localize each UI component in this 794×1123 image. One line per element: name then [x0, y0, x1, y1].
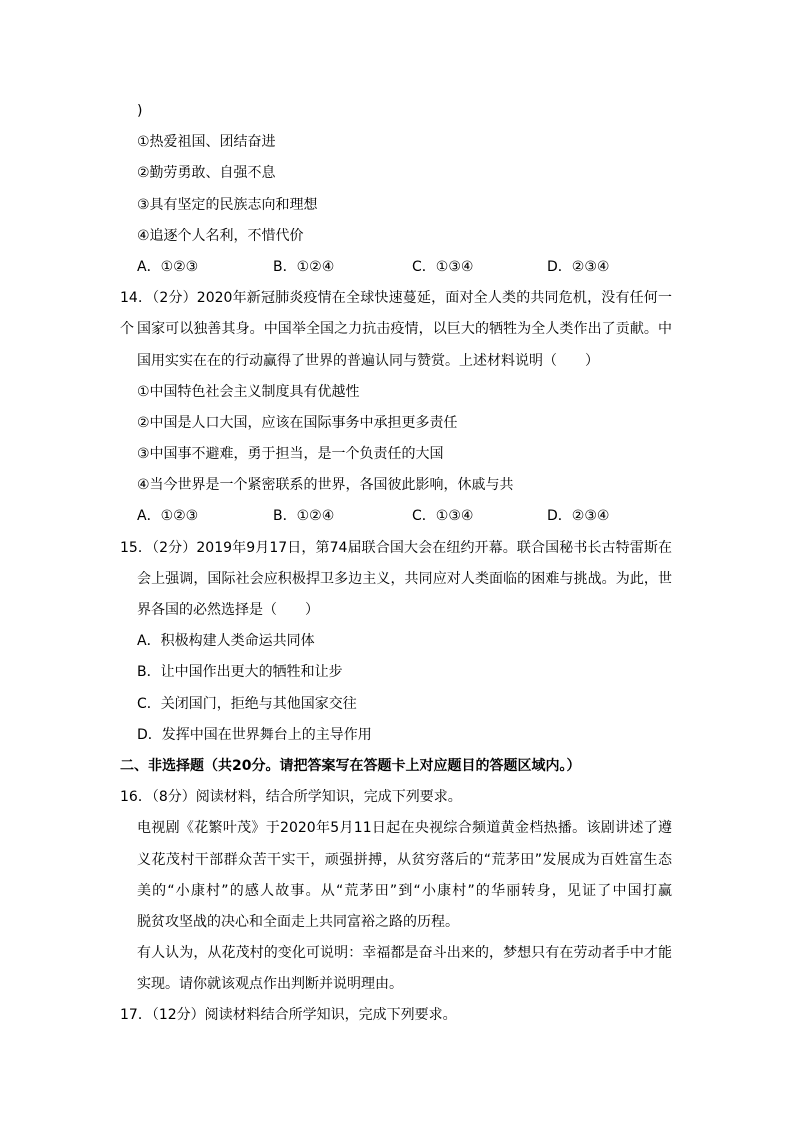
option-d: D．②③④: [547, 258, 610, 275]
q13-item: ③具有坚定的民族志向和理想: [137, 196, 318, 213]
q15-option-d: D．发挥中国在世界舞台上的主导作用: [137, 726, 372, 743]
q13-tail: ): [137, 103, 143, 119]
q15-option-c: C．关闭国门，拒绝与其他国家交往: [137, 695, 357, 712]
option-a: A．①②③: [137, 508, 199, 525]
section-heading: 二、非选择题（共20分。请把答案写在答题卡上对应题目的答题区域内。）: [120, 757, 581, 774]
q16-question: 有人认为，从花茂村的变化可说明：幸福都是奋斗出来的，梦想只有在劳动者手中才能: [137, 945, 672, 962]
option-d: D．②③④: [547, 508, 610, 525]
option-c: C．①③④: [412, 508, 474, 525]
q14-item: ②中国是人口大国，应该在国际事务中承担更多责任: [137, 414, 458, 431]
q16-material: 美的“小康村”的感人故事。从“荒茅田”到“小康村”的华丽转身，见证了中国打赢: [137, 882, 672, 899]
q13-item: ②勤劳勇敢、自强不息: [137, 165, 276, 182]
q14-stem: 国家可以独善其身。中国举全国之力抗击疫情，以巨大的牺牲为全人类作出了贡献。中: [137, 321, 672, 338]
q13-item: ④追逐个人名利，不惜代价: [137, 227, 304, 244]
q14-item: ④当今世界是一个紧密联系的世界，各国彼此影响，休戚与共: [137, 477, 514, 494]
q13-item: ①热爱祖国、团结奋进: [137, 134, 276, 151]
q14-stem: 14．（2分）2020年新冠肺炎疫情在全球快速蔓延，面对全人类的共同危机，没有任何一个: [120, 290, 672, 338]
q16-material: 电视剧《花繁叶茂》于2020年5月11日起在央视综合频道黄金档热播。该剧讲述了遵: [137, 820, 672, 837]
q15-option-a: A．积极构建人类命运共同体: [137, 633, 315, 650]
q16-material: 脱贫攻坚战的决心和全面走上共同富裕之路的历程。: [137, 913, 459, 930]
q15-stem: 会上强调，国际社会应积极捍卫多边主义，共同应对人类面临的困难与挑战。为此，世: [137, 570, 672, 587]
option-c: C．①③④: [412, 258, 474, 275]
q14-options: [0, 501, 794, 532]
q14-item: ①中国特色社会主义制度具有优越性: [137, 383, 360, 400]
q15-stem: 界各国的必然选择是（ ）: [137, 602, 319, 618]
q14-item: ③中国事不避难，勇于担当，是一个负责任的大国: [137, 446, 444, 463]
option-b: B．①②④: [273, 508, 335, 525]
q17-head: 17．（12分）阅读材料结合所学知识，完成下列要求。: [120, 1007, 457, 1024]
exam-page: [0, 96, 794, 1032]
q13-options: [0, 252, 794, 283]
q16-question: 实现。请你就该观点作出判断并说明理由。: [137, 976, 403, 993]
q15-option-b: B．让中国作出更大的牺牲和让步: [137, 664, 343, 681]
q16-head: 16．（8分）阅读材料，结合所学知识，完成下列要求。: [120, 789, 462, 806]
q16-material: 义花茂村干部群众苦干实干，顽强拼搏，从贫穷落后的“荒茅田”发展成为百姓富生态: [137, 851, 672, 868]
q14-stem: 国用实实在在的行动赢得了世界的普遍认同与赞赏。上述材料说明（ ）: [137, 352, 599, 369]
option-b: B．①②④: [273, 258, 335, 275]
q15-stem: 15．（2分）2019年9月17日，第74届联合国大会在纽约开幕。联合国秘书长古特雷斯在: [120, 539, 672, 556]
option-a: A．①②③: [137, 258, 199, 275]
